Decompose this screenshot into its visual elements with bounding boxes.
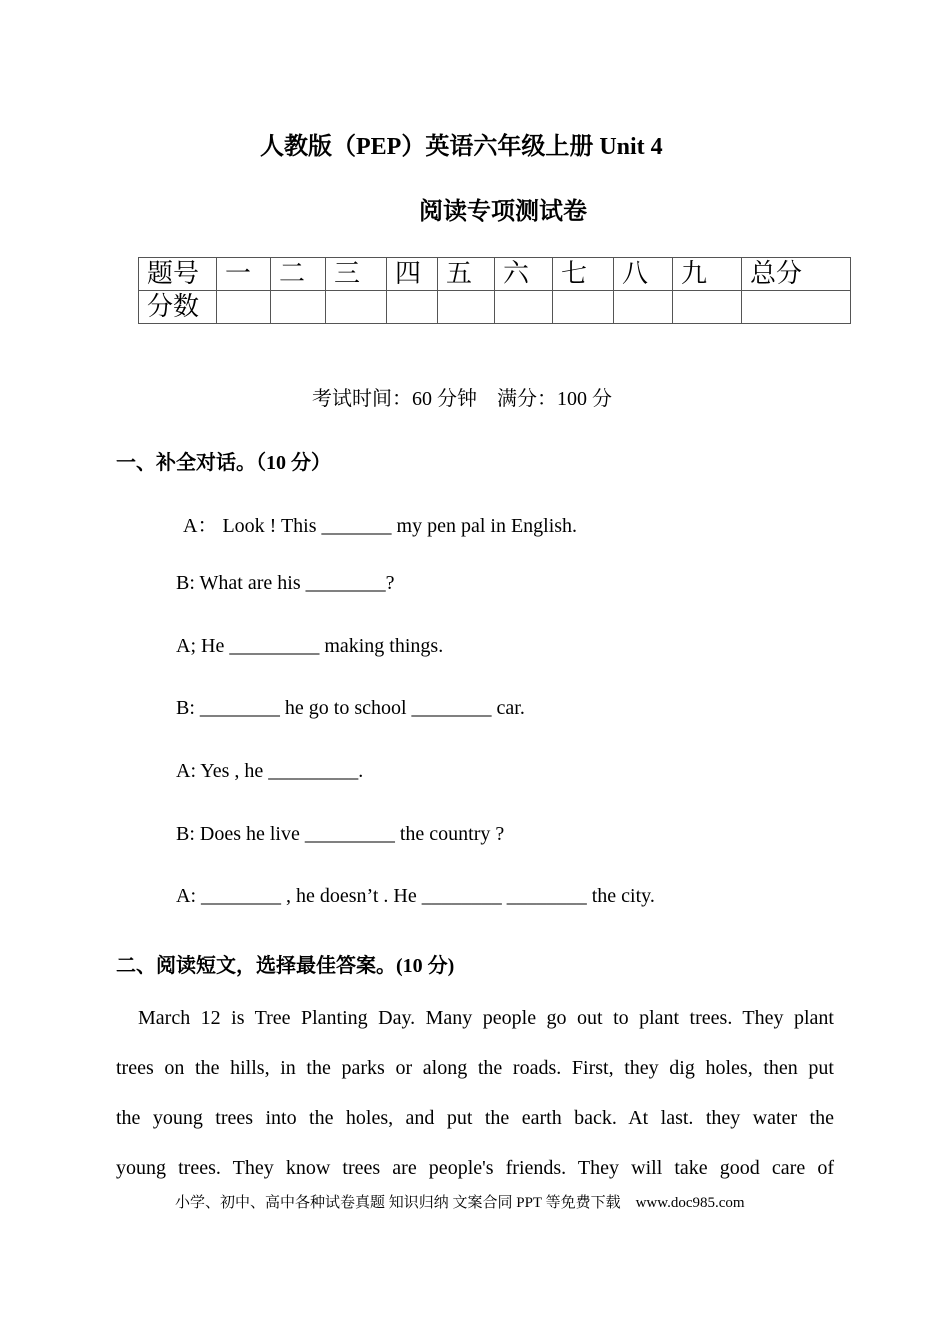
score-cell[interactable] [553, 291, 614, 324]
dialog-line: B: Does he live _________ the country ? [176, 823, 505, 845]
table-cell: 总分 [742, 258, 851, 291]
dialog-line: A: ________ , he doesn’t . He ________ ________ the city. [176, 885, 655, 907]
dialog-line: B: ________ he go to school ________ car. [176, 697, 525, 719]
table-cell: 九 [673, 258, 742, 291]
table-cell: 五 [438, 258, 495, 291]
table-cell: 四 [387, 258, 438, 291]
passage-line: trees on the hills, in the parks or along the roads. First, they dig holes, then put [116, 1057, 834, 1079]
table-cell: 八 [614, 258, 673, 291]
doc-title: 人教版（PEP）英语六年级上册 Unit 4 [260, 134, 663, 160]
table-cell: 六 [495, 258, 553, 291]
score-cell[interactable] [387, 291, 438, 324]
passage-line: March 12 is Tree Planting Day. Many people go out to plant trees. They plant [138, 1007, 834, 1029]
section2-heading: 二、阅读短文，选择最佳答案。(10 分) [116, 955, 455, 977]
dialog-line: A： Look ! This _______ my pen pal in English. [183, 515, 578, 537]
section1-heading: 一、补全对话。（10 分） [116, 452, 331, 474]
score-table [138, 257, 851, 324]
score-cell[interactable] [742, 291, 851, 324]
reading-passage [116, 993, 834, 1193]
score-cell[interactable] [271, 291, 326, 324]
score-cell[interactable] [673, 291, 742, 324]
dialog-line: A; He _________ making things. [176, 635, 444, 657]
table-row [139, 291, 851, 324]
table-row [139, 258, 851, 291]
passage-line: the young trees into the holes, and put the earth back. At last. they water the [116, 1107, 834, 1129]
table-cell: 三 [326, 258, 387, 291]
score-cell[interactable] [614, 291, 673, 324]
score-cell[interactable] [495, 291, 553, 324]
table-cell: 一 [217, 258, 271, 291]
dialog-line: A: Yes , he _________. [176, 760, 364, 782]
footer-text: 小学、初中、高中各种试卷真题 知识归纳 文案合同 PPT 等免费下载 www.doc985.com [175, 1195, 745, 1211]
table-cell: 题号 [139, 258, 217, 291]
table-cell: 七 [553, 258, 614, 291]
dialog-line: B: What are his ________? [176, 572, 395, 594]
passage-line: young trees. They know trees are people's friends. They will take good care of [116, 1157, 834, 1179]
score-cell[interactable] [326, 291, 387, 324]
exam-info: 考试时间：60 分钟 满分：100 分 [312, 388, 612, 410]
table-cell: 分数 [139, 291, 217, 324]
doc-subtitle: 阅读专项测试卷 [419, 199, 587, 225]
score-cell[interactable] [217, 291, 271, 324]
table-cell: 二 [271, 258, 326, 291]
score-cell[interactable] [438, 291, 495, 324]
